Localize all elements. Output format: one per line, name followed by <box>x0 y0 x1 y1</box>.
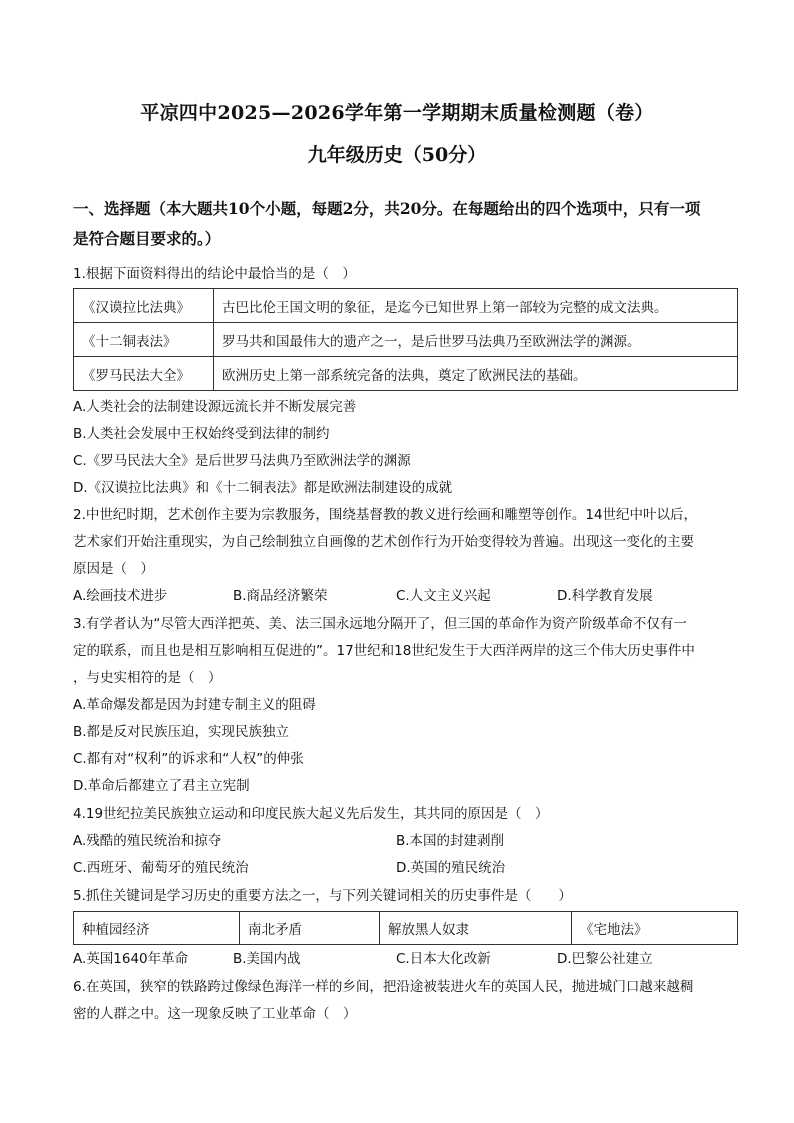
exam-title: 平凉四中2025—2026学年第一学期期末质量检测题（卷） <box>140 102 654 124</box>
q1-option-a: A.人类社会的法制建设源远流长并不断发展完善 <box>73 399 357 415</box>
q4-option-d: D.英国的殖民统治 <box>396 860 506 876</box>
q5-keyword-table <box>73 911 738 945</box>
table-cell: 解放黑人奴隶 <box>380 912 572 945</box>
table-cell: 《宅地法》 <box>572 912 738 945</box>
table-cell: 南北矛盾 <box>240 912 380 945</box>
table-cell: 《罗马民法大全》 <box>74 357 214 391</box>
table-row <box>74 912 738 945</box>
q3-option-b: B.都是反对民族压迫，实现民族独立 <box>73 724 290 740</box>
q2-stem-line1: 2.中世纪时期，艺术创作主要为宗教服务，围绕基督教的教义进行绘画和雕塑等创作。14世纪中叶以后， <box>73 507 698 523</box>
q3-option-d: D.革命后都建立了君主立宪制 <box>73 778 250 794</box>
table-row <box>74 289 738 323</box>
table-cell: 古巴比伦王国文明的象征，是迄今已知世界上第一部较为完整的成文法典。 <box>214 289 738 323</box>
q4-option-c: C.西班牙、葡萄牙的殖民统治 <box>73 860 249 876</box>
table-cell: 《汉谟拉比法典》 <box>74 289 214 323</box>
q2-option-d: D.科学教育发展 <box>557 588 653 604</box>
q1-material-table <box>73 288 738 391</box>
section-heading-line1: 一、选择题（本大题共10个小题，每题2分，共20分。在每题给出的四个选项中，只有一项 <box>73 199 701 218</box>
q3-stem-line3: ，与史实相符的是（ ） <box>73 670 222 686</box>
q6-stem-line2: 密的人群之中。这一现象反映了工业革命（ ） <box>73 1006 357 1022</box>
q2-option-a: A.绘画技术进步 <box>73 588 168 604</box>
q3-stem-line2: 定的联系，而且也是相互影响相互促进的”。17世纪和18世纪发生于大西洋两岸的这三个伟大历史事件中 <box>73 643 695 659</box>
q5-option-c: C.日本大化改新 <box>396 951 491 967</box>
q1-stem: 1.根据下面资料得出的结论中最恰当的是（ ） <box>73 266 356 282</box>
q4-option-a: A.残酷的殖民统治和掠夺 <box>73 833 222 849</box>
q2-stem-line3: 原因是（ ） <box>73 561 154 577</box>
section-heading <box>73 194 733 254</box>
q5-option-d: D.巴黎公社建立 <box>557 951 653 967</box>
exam-subtitle: 九年级历史（50分） <box>307 144 487 166</box>
table-cell: 罗马共和国最伟大的遗产之一，是后世罗马法典乃至欧洲法学的渊源。 <box>214 323 738 357</box>
q2-option-b: B.商品经济繁荣 <box>233 588 328 604</box>
q2-stem-line2: 艺术家们开始注重现实，为自己绘制独立自画像的艺术创作行为开始变得较为普遍。出现这一变化的主要 <box>73 534 694 550</box>
q5-option-a: A.英国1640年革命 <box>73 951 189 967</box>
q3-option-c: C.都有对“权利”的诉求和“人权”的伸张 <box>73 751 304 767</box>
q3-option-a: A.革命爆发都是因为封建专制主义的阻碍 <box>73 697 316 713</box>
q2-option-c: C.人文主义兴起 <box>396 588 491 604</box>
q6-stem-line1: 6.在英国，狭窄的铁路跨过像绿色海洋一样的乡间，把沿途被装进火车的英国人民，抛进城门口越来越稠 <box>73 979 694 995</box>
table-row <box>74 357 738 391</box>
q1-option-c: C.《罗马民法大全》是后世罗马法典乃至欧洲法学的渊源 <box>73 453 411 469</box>
q1-option-b: B.人类社会发展中王权始终受到法律的制约 <box>73 426 330 442</box>
table-cell: 种植园经济 <box>74 912 240 945</box>
q5-stem: 5.抓住关键词是学习历史的重要方法之一，与下列关键词相关的历史事件是（ ） <box>73 888 572 904</box>
q1-option-d: D.《汉谟拉比法典》和《十二铜表法》都是欧洲法制建设的成就 <box>73 480 453 496</box>
table-row <box>74 323 738 357</box>
q3-stem-line1: 3.有学者认为“尽管大西洋把英、美、法三国永远地分隔开了，但三国的革命作为资产阶级革命不仅有一 <box>73 616 687 632</box>
q5-option-b: B.美国内战 <box>233 951 301 967</box>
table-cell: 《十二铜表法》 <box>74 323 214 357</box>
q4-stem: 4.19世纪拉美民族独立运动和印度民族大起义先后发生，其共同的原因是（ ） <box>73 806 549 822</box>
table-cell: 欧洲历史上第一部系统完备的法典，奠定了欧洲民法的基础。 <box>214 357 738 391</box>
q4-option-b: B.本国的封建剥削 <box>396 833 505 849</box>
section-heading-line2: 是符合题目要求的。） <box>73 229 221 248</box>
